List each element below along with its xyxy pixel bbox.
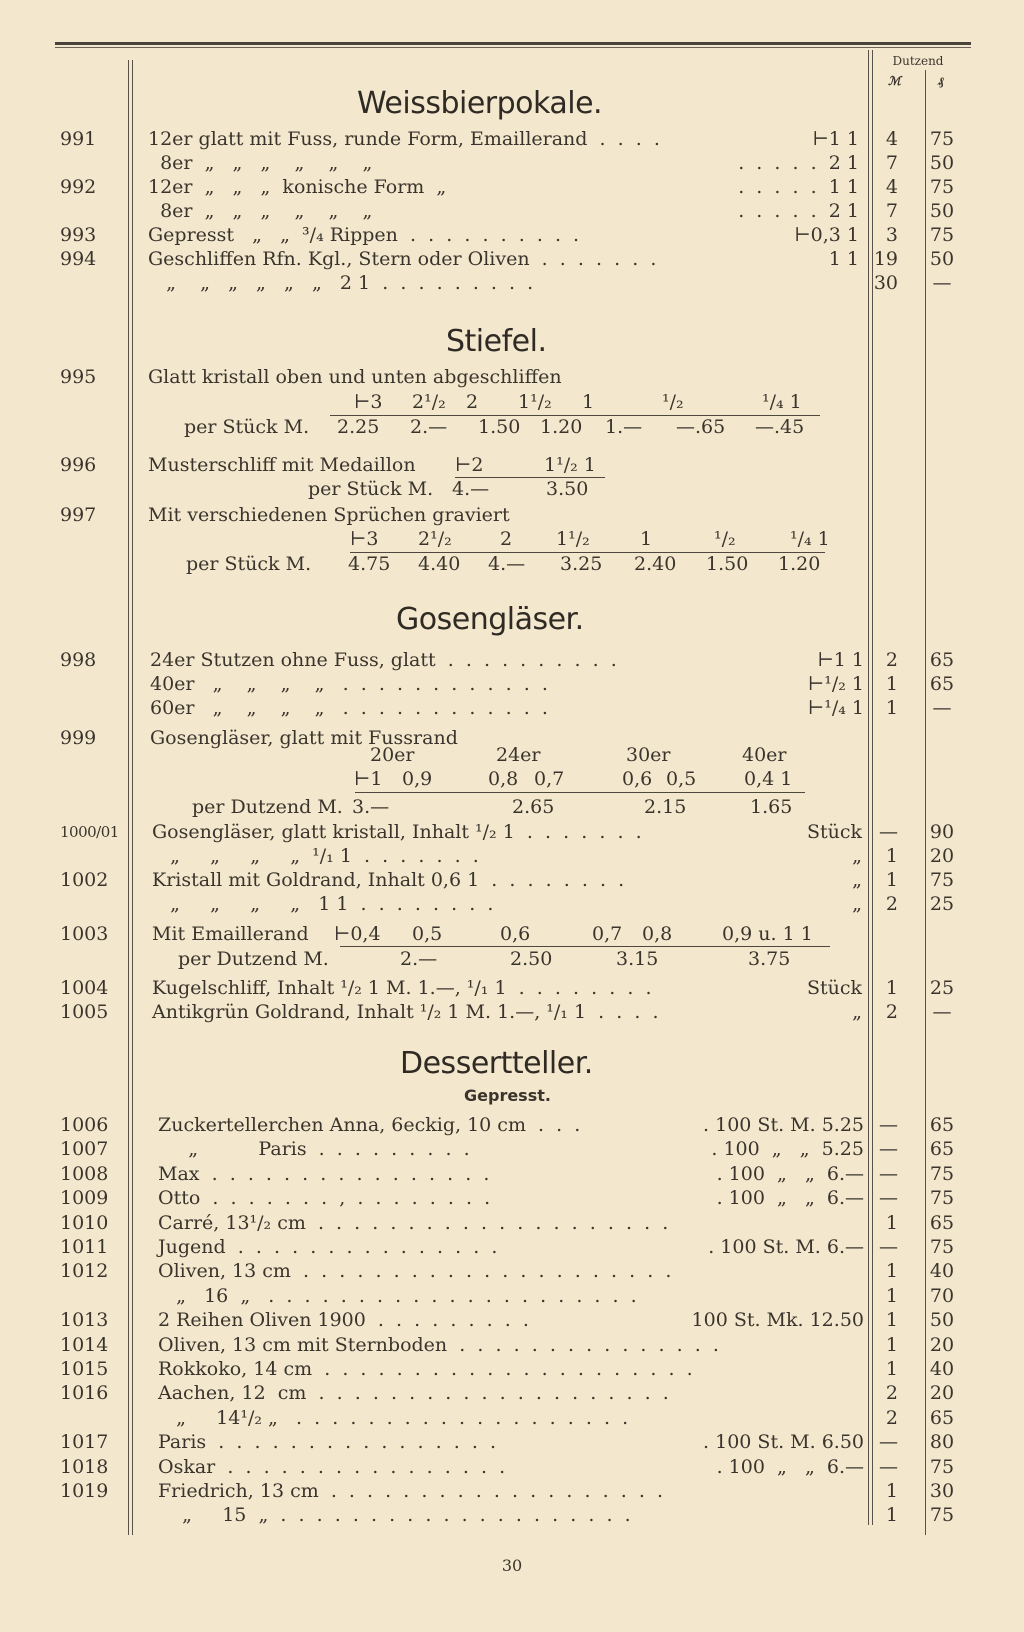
size-value: 0,5 xyxy=(412,923,443,945)
item-description: Oliven, 13 cm mit Sternboden . . . . . . . . . . . . . . . xyxy=(158,1333,719,1356)
item-size: ⊢¹/₂ 1 xyxy=(807,673,864,695)
price-pfennig: — xyxy=(932,272,952,294)
price-pfennig: 65 xyxy=(929,1138,955,1161)
price-pfennig: 65 xyxy=(929,1211,955,1234)
price-mark: 3 xyxy=(885,224,898,246)
price-mark: 1 xyxy=(885,845,898,867)
item-number: 1013 xyxy=(60,1309,109,1332)
price-pfennig: 25 xyxy=(929,977,955,999)
price-mark: — xyxy=(879,1162,898,1185)
item-unit: „ xyxy=(852,869,862,891)
top-rule-thin xyxy=(55,47,971,48)
item-number: 998 xyxy=(60,649,97,671)
item-description: „ 15 „ . . . . . . . . . . . . . . . . . . . . xyxy=(158,1504,631,1527)
size-value: ¹/₂ xyxy=(662,391,684,413)
price-pfennig: 75 xyxy=(929,128,955,150)
price-value: 2.— xyxy=(400,948,438,970)
price-mark: 2 xyxy=(885,1382,898,1405)
price-pfennig: 40 xyxy=(929,1358,955,1380)
table-row xyxy=(0,1235,1024,1259)
price-label: per Stück M. xyxy=(186,553,312,575)
item-description: 60er „ „ „ „ . . . . . . . . . . . . xyxy=(150,697,548,719)
size-value: 0,6 xyxy=(622,768,653,790)
table-row xyxy=(0,1259,1024,1283)
item-description: Carré, 13¹/₂ cm . . . . . . . . . . . . . . . . . . . . xyxy=(158,1211,669,1234)
item-description: Antikgrün Goldrand, Inhalt ¹/₂ 1 M. 1.—, ¹/₁ 1 . . . . xyxy=(152,1001,659,1023)
price-pfennig: 75 xyxy=(929,176,955,198)
table-row xyxy=(0,1186,1024,1210)
price-mark: 2 xyxy=(885,649,898,671)
price-value: 3.50 xyxy=(546,478,589,500)
size-value: 1 xyxy=(582,391,595,413)
price-pfennig: 65 xyxy=(929,649,955,671)
item-size: 1 1 xyxy=(828,248,859,270)
price-value: 1.20 xyxy=(540,416,583,438)
table-row xyxy=(0,247,1024,271)
item-size: . . . . . 1 1 xyxy=(738,176,859,198)
item-description: 12er „ „ „ konische Form „ xyxy=(148,176,447,198)
table-row xyxy=(0,976,1024,1000)
table-row xyxy=(0,1430,1024,1454)
section-title-dessertteller: Dessertteller. xyxy=(400,1046,593,1081)
item-description: Oskar . . . . . . . . . . . . . . . . xyxy=(158,1455,506,1478)
price-mark: — xyxy=(879,1138,898,1161)
price-mark: — xyxy=(879,821,898,843)
table-row xyxy=(0,1113,1024,1137)
size-value: 1¹/₂ 1 xyxy=(544,454,596,476)
glass-type: 24er xyxy=(496,744,541,766)
table-row xyxy=(0,127,1024,151)
item-bulk-price: . 100 „ „ 6.— xyxy=(716,1162,864,1185)
item-number: 1014 xyxy=(60,1333,109,1356)
price-label: per Dutzend M. xyxy=(192,796,343,818)
price-value: 2.65 xyxy=(512,796,555,818)
item-description: Gosengläser, glatt kristall, Inhalt ¹/₂ 1 . . . . . . . xyxy=(152,821,642,843)
glass-type: 20er xyxy=(370,744,415,766)
table-row xyxy=(0,1406,1024,1430)
size-value: ⊢0,4 xyxy=(334,923,381,945)
price-mark: 1 xyxy=(885,1211,898,1234)
price-mark: 7 xyxy=(885,152,898,174)
table-row xyxy=(0,1357,1024,1381)
price-pfennig: 75 xyxy=(929,1236,955,1258)
subsection-title-gepresst: Gepresst. xyxy=(464,1086,551,1105)
item-number: 1007 xyxy=(60,1138,109,1161)
price-pfennig: 65 xyxy=(929,1406,955,1429)
item-description: Rokkoko, 14 cm . . . . . . . . . . . . . . . . . . . . . xyxy=(158,1358,693,1380)
price-pfennig: 40 xyxy=(929,1260,955,1283)
table-row xyxy=(0,1284,1024,1308)
price-pfennig: 75 xyxy=(929,869,955,891)
size-value: 0,7 xyxy=(592,923,623,945)
item-description: Gepresst „ „ ³/₄ Rippen . . . . . . . . . . xyxy=(148,224,580,246)
item-description: Gosengläser, glatt mit Fussrand xyxy=(150,727,458,749)
price-mark: 1 xyxy=(885,1333,898,1356)
item-size: ⊢1 1 xyxy=(812,128,859,150)
table-row xyxy=(0,453,1024,477)
price-mark: 1 xyxy=(885,977,898,999)
size-value: 0,8 xyxy=(642,923,673,945)
price-mark: 4 xyxy=(885,128,898,150)
table-row xyxy=(0,365,1024,389)
item-number: 1012 xyxy=(60,1260,109,1283)
price-pfennig: 75 xyxy=(929,1504,955,1527)
table-row xyxy=(0,1000,1024,1024)
price-pfennig: 20 xyxy=(929,845,955,867)
table-row xyxy=(0,223,1024,247)
size-value: 0,9 xyxy=(402,768,433,790)
table-row xyxy=(0,648,1024,672)
table-row xyxy=(0,820,1024,844)
item-number: 1008 xyxy=(60,1162,109,1185)
item-description: 40er „ „ „ „ . . . . . . . . . . . . xyxy=(150,673,548,695)
price-value: 1.20 xyxy=(778,553,821,575)
item-number: 993 xyxy=(60,224,97,246)
price-value: 1.50 xyxy=(706,553,749,575)
price-pfennig: — xyxy=(932,697,952,719)
price-value: 3.75 xyxy=(748,948,791,970)
size-value: 0,5 xyxy=(666,768,697,790)
price-value: 2.50 xyxy=(510,948,553,970)
item-description: Zuckertellerchen Anna, 6eckig, 10 cm . . . xyxy=(158,1114,581,1136)
size-value: ⊢3 xyxy=(350,528,379,550)
size-value: 0,8 xyxy=(488,768,519,790)
price-pfennig: 75 xyxy=(929,224,955,246)
section-title-stiefel: Stiefel. xyxy=(446,324,547,359)
item-unit: Stück xyxy=(806,977,862,999)
price-pfennig: 80 xyxy=(929,1431,955,1454)
item-description: „ „ „ „ „ „ 2 1 . . . . . . . . . xyxy=(148,272,534,294)
size-value: 2¹/₂ xyxy=(412,391,446,413)
table-row xyxy=(0,175,1024,199)
item-unit: „ xyxy=(852,1001,862,1023)
price-mark: — xyxy=(879,1187,898,1210)
item-number: 991 xyxy=(60,128,97,150)
size-value: ¹/₄ 1 xyxy=(790,528,830,550)
table-row xyxy=(0,271,1024,295)
price-value: 4.— xyxy=(452,478,490,500)
price-mark: 1 xyxy=(885,869,898,891)
price-pfennig: 65 xyxy=(929,673,955,695)
item-number: 995 xyxy=(60,366,97,388)
price-pfennig: 20 xyxy=(929,1333,955,1356)
price-mark: 1 xyxy=(885,1284,898,1307)
price-value: 3.— xyxy=(352,796,390,818)
size-value: ⊢2 xyxy=(455,454,484,476)
price-pfennig: 90 xyxy=(929,821,955,843)
price-mark: — xyxy=(879,1114,898,1136)
item-number: 1003 xyxy=(60,923,109,945)
item-description: 12er glatt mit Fuss, runde Form, Emaillerand . . . . xyxy=(148,128,660,150)
item-number: 1002 xyxy=(60,869,109,891)
size-value: 2 xyxy=(500,528,513,550)
price-pfennig: 50 xyxy=(929,1309,955,1332)
item-description: Mit verschiedenen Sprüchen graviert xyxy=(148,504,510,526)
price-value: 3.25 xyxy=(560,553,603,575)
item-number: 992 xyxy=(60,176,97,198)
price-pfennig: 65 xyxy=(929,1114,955,1136)
price-mark: 1 xyxy=(885,1480,898,1502)
size-value: ¹/₄ 1 xyxy=(762,391,802,413)
item-description: 2 Reihen Oliven 1900 . . . . . . . . . xyxy=(158,1309,529,1332)
item-unit: Stück xyxy=(806,821,862,843)
price-mark: 19 xyxy=(873,248,898,270)
item-size: ⊢0,3 1 xyxy=(794,224,859,246)
price-pfennig: — xyxy=(932,1001,952,1023)
price-mark: — xyxy=(879,1455,898,1478)
price-pfennig: 50 xyxy=(929,200,955,222)
item-bulk-price: 100 St. Mk. 12.50 xyxy=(691,1309,864,1332)
size-value: 0,9 u. 1 1 xyxy=(722,923,813,945)
table-row xyxy=(0,922,1024,946)
size-underline xyxy=(355,792,805,793)
section-title-gosenglaeser: Gosengläser. xyxy=(396,602,584,637)
price-pfennig: 30 xyxy=(929,1480,955,1502)
price-label: per Stück M. xyxy=(308,478,434,500)
item-description: 8er „ „ „ „ „ „ xyxy=(148,200,373,222)
item-description: Musterschliff mit Medaillon xyxy=(148,454,416,476)
table-row xyxy=(0,1333,1024,1357)
item-number: 1011 xyxy=(60,1236,109,1258)
item-unit: „ xyxy=(852,845,862,867)
table-row xyxy=(0,844,1024,868)
price-value: 1.65 xyxy=(750,796,793,818)
item-description: 8er „ „ „ „ „ „ xyxy=(148,152,373,174)
price-pfennig: 75 xyxy=(929,1455,955,1478)
item-bulk-price: . 100 „ „ 6.— xyxy=(716,1455,864,1478)
item-description: Kristall mit Goldrand, Inhalt 0,6 1 . . . . . . . . xyxy=(152,869,625,891)
item-description: „ 14¹/₂ „ . . . . . . . . . . . . . . . . . . . xyxy=(158,1406,629,1429)
table-row xyxy=(0,1479,1024,1503)
table-row xyxy=(0,892,1024,916)
size-value: 2¹/₂ xyxy=(418,528,452,550)
price-mark: — xyxy=(879,1236,898,1258)
table-row xyxy=(0,1211,1024,1235)
price-mark: 7 xyxy=(885,200,898,222)
price-mark: 1 xyxy=(885,1309,898,1332)
item-number: 994 xyxy=(60,248,97,270)
item-description: „ „ „ „ 1 1 . . . . . . . . xyxy=(152,893,494,915)
price-value: 2.15 xyxy=(644,796,687,818)
table-row xyxy=(0,199,1024,223)
size-value: ⊢1 xyxy=(354,768,383,790)
table-row xyxy=(0,868,1024,892)
item-bulk-price: . 100 „ „ 6.— xyxy=(716,1187,864,1210)
table-row xyxy=(0,503,1024,527)
price-mark: 2 xyxy=(885,1001,898,1023)
price-pfennig: 50 xyxy=(929,152,955,174)
price-mark: — xyxy=(879,1431,898,1454)
item-number: 999 xyxy=(60,727,97,749)
item-number: 1005 xyxy=(60,1001,109,1023)
size-value: 0,6 xyxy=(500,923,531,945)
item-bulk-price: . 100 St. M. 6.— xyxy=(708,1236,864,1258)
price-mark: 1 xyxy=(885,1358,898,1380)
size-value: 0,4 1 xyxy=(744,768,793,790)
table-row xyxy=(0,1308,1024,1332)
price-pfennig: 20 xyxy=(929,1382,955,1405)
table-row xyxy=(0,1503,1024,1527)
size-value: 1¹/₂ xyxy=(556,528,590,550)
table-row xyxy=(0,1381,1024,1405)
size-value: 1 xyxy=(640,528,653,550)
item-number: 1009 xyxy=(60,1187,109,1210)
price-mark: 30 xyxy=(873,272,898,294)
item-number: 1006 xyxy=(60,1114,109,1136)
column-header-mark: ℳ xyxy=(888,74,901,88)
price-mark: 1 xyxy=(885,697,898,719)
item-description: „ „ „ „ ¹/₁ 1 . . . . . . . xyxy=(152,845,479,867)
item-description: Kugelschliff, Inhalt ¹/₂ 1 M. 1.—, ¹/₁ 1 . . . . . . . . xyxy=(152,977,652,999)
item-description: Jugend . . . . . . . . . . . . . . . xyxy=(158,1236,498,1258)
item-description: Oliven, 13 cm . . . . . . . . . . . . . . . . . . . . . xyxy=(158,1260,672,1283)
item-description: 24er Stutzen ohne Fuss, glatt . . . . . . . . . . xyxy=(150,649,617,671)
table-row xyxy=(0,1455,1024,1479)
price-mark: 1 xyxy=(885,673,898,695)
size-value: 2 xyxy=(466,391,479,413)
item-description: Aachen, 12 cm . . . . . . . . . . . . . . . . . . . . xyxy=(158,1382,669,1405)
price-value: 2.40 xyxy=(634,553,677,575)
table-row xyxy=(0,672,1024,696)
item-number: 997 xyxy=(60,504,97,526)
item-bulk-price: . 100 St. M. 5.25 xyxy=(703,1114,864,1136)
size-value: ¹/₂ xyxy=(714,528,736,550)
table-row xyxy=(0,1137,1024,1161)
item-description: Geschliffen Rfn. Kgl., Stern oder Oliven . . . . . . . xyxy=(148,248,657,270)
price-value: 4.40 xyxy=(418,553,461,575)
item-unit: „ xyxy=(852,893,862,915)
price-mark: 4 xyxy=(885,176,898,198)
item-number: 1004 xyxy=(60,977,109,999)
item-number: 1010 xyxy=(60,1211,109,1234)
column-header-pfennig: ₰ xyxy=(938,74,944,88)
item-size: ⊢¹/₄ 1 xyxy=(807,697,864,719)
price-value: —.45 xyxy=(755,416,805,438)
price-value: 4.75 xyxy=(348,553,391,575)
item-size: . . . . . 2 1 xyxy=(738,152,859,174)
item-number: 1018 xyxy=(60,1455,109,1478)
item-description: Friedrich, 13 cm . . . . . . . . . . . . . . . . . . . xyxy=(158,1480,663,1502)
price-mark: 2 xyxy=(885,1406,898,1429)
item-size: . . . . . 2 1 xyxy=(738,200,859,222)
item-bulk-price: . 100 St. M. 6.50 xyxy=(703,1431,864,1454)
item-description: „ 16 „ . . . . . . . . . . . . . . . . . . . . . xyxy=(158,1284,637,1307)
item-number: 1016 xyxy=(60,1382,109,1405)
item-number: 1019 xyxy=(60,1480,109,1502)
price-pfennig: 70 xyxy=(929,1284,955,1307)
item-description: Glatt kristall oben und unten abgeschliffen xyxy=(148,366,562,388)
item-description: Mit Emaillerand xyxy=(152,923,309,945)
price-pfennig: 50 xyxy=(929,248,955,270)
price-value: 4.— xyxy=(488,553,526,575)
price-pfennig: 75 xyxy=(929,1187,955,1210)
column-header-dutzend: Dutzend xyxy=(892,54,944,68)
price-pfennig: 75 xyxy=(929,1162,955,1185)
price-mark: 2 xyxy=(885,893,898,915)
item-bulk-price: . 100 „ „ 5.25 xyxy=(711,1138,864,1161)
size-value: ⊢3 xyxy=(354,391,383,413)
size-value: 0,7 xyxy=(534,768,565,790)
table-row xyxy=(0,1162,1024,1186)
item-number: 996 xyxy=(60,454,97,476)
price-value: 2.25 xyxy=(337,416,380,438)
item-size: ⊢1 1 xyxy=(817,649,864,671)
price-pfennig: 25 xyxy=(929,893,955,915)
glass-type: 40er xyxy=(742,744,787,766)
size-value: 1¹/₂ xyxy=(518,391,552,413)
price-label: per Stück M. xyxy=(184,416,310,438)
item-description: Otto . . . . . . . , . . . . . . . . xyxy=(158,1187,491,1210)
price-mark: 1 xyxy=(885,1504,898,1527)
page-number: 30 xyxy=(501,1556,523,1575)
table-row xyxy=(0,151,1024,175)
price-value: 3.15 xyxy=(616,948,659,970)
item-description: Max . . . . . . . . . . . . . . . . xyxy=(158,1162,490,1185)
price-value: 2.— xyxy=(410,416,448,438)
top-rule xyxy=(55,42,971,45)
item-number: 1000/01 xyxy=(60,823,119,841)
price-value: —.65 xyxy=(676,416,726,438)
section-title-weissbierpokale: Weissbierpokale. xyxy=(357,86,603,121)
item-description: Paris . . . . . . . . . . . . . . . . xyxy=(158,1431,497,1454)
item-number: 1015 xyxy=(60,1358,109,1380)
glass-type: 30er xyxy=(626,744,671,766)
price-label: per Dutzend M. xyxy=(178,948,329,970)
price-value: 1.— xyxy=(605,416,643,438)
item-number: 1017 xyxy=(60,1431,109,1454)
price-mark: 1 xyxy=(885,1260,898,1283)
item-description: „ Paris . . . . . . . . . xyxy=(158,1138,470,1161)
table-row xyxy=(0,696,1024,720)
price-value: 1.50 xyxy=(478,416,521,438)
